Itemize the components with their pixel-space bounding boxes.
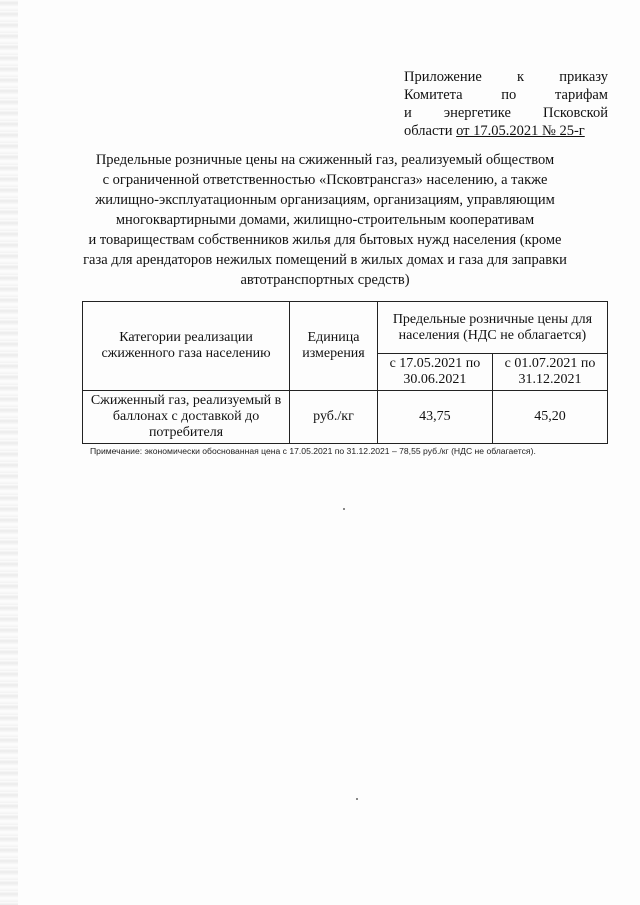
appendix-line-4 (404, 122, 608, 140)
row-category: Сжиженный газ, реализуемый в баллонах с доставкой до потребителя (83, 391, 290, 444)
table-header-row (83, 302, 608, 354)
appendix-word: Комитета (404, 87, 463, 103)
title-line: жилищно-эксплуатационным организациям, организациям, управляющим (95, 192, 555, 208)
scan-speck (343, 508, 345, 510)
title-line: многоквартирными домами, жилищно-строительным кооперативам (115, 212, 535, 228)
appendix-line-2 (404, 86, 608, 104)
appendix-line-1 (404, 68, 608, 86)
appendix-word: Псковской (543, 105, 608, 121)
scan-edge-artifact (0, 0, 18, 905)
appendix-word: по (501, 87, 517, 103)
appendix-word: и (404, 105, 412, 121)
order-reference: от 17.05.2021 № 25-г (456, 123, 585, 139)
header-period-2: с 01.07.2021 по 31.12.2021 (492, 354, 607, 391)
document-title (80, 150, 570, 290)
title-line: и товариществам собственников жилья для бытовых нужд населения (кроме (88, 232, 562, 248)
header-category: Категории реализации сжиженного газа населению (83, 302, 290, 391)
appendix-word: к (517, 69, 525, 85)
footnote: Примечание: экономически обоснованная цена с 17.05.2021 по 31.12.2021 – 78,55 руб./кг (НДС не облагается). (90, 446, 536, 456)
title-line: газа для арендаторов нежилых помещений в жилых домах и газа для заправки (83, 252, 567, 268)
header-period-1: с 17.05.2021 по 30.06.2021 (377, 354, 492, 391)
scan-speck (356, 798, 358, 800)
appendix-word: приказу (559, 69, 608, 85)
appendix-region: области (404, 123, 457, 139)
row-price-period-2: 45,20 (492, 391, 607, 444)
appendix-word: Приложение (404, 69, 482, 85)
table-row (83, 391, 608, 444)
appendix-word: тарифам (555, 87, 608, 103)
header-unit: Единица измерения (290, 302, 378, 391)
title-line: Предельные розничные цены на сжиженный газ, реализуемый обществом (95, 152, 555, 168)
title-line: с ограниченной ответственностью «Псковтрансгаз» населению, а также (102, 172, 548, 188)
appendix-word: энергетике (443, 105, 511, 121)
appendix-header (404, 68, 608, 140)
header-prices-group: Предельные розничные цены для населения (НДС не облагается) (377, 302, 607, 354)
price-table (82, 301, 608, 444)
row-price-period-1: 43,75 (377, 391, 492, 444)
appendix-line-3 (404, 104, 608, 122)
row-unit: руб./кг (290, 391, 378, 444)
title-line: автотранспортных средств) (240, 272, 410, 288)
